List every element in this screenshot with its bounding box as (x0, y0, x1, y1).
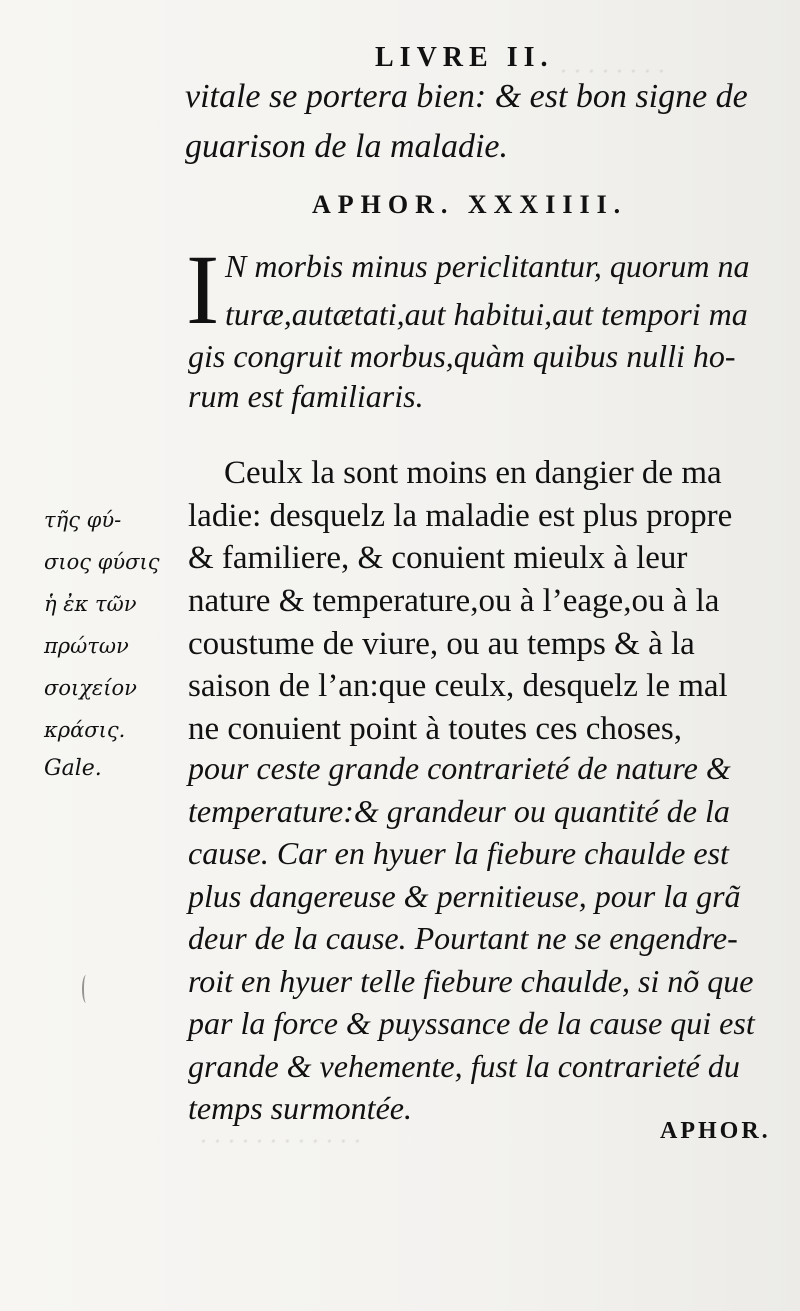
margin-note: τῆς φύ- (44, 508, 122, 532)
show-through: · · · · · · · · · · · · (200, 1130, 361, 1155)
margin-note: σιος φύσις (44, 550, 160, 574)
aphorism-heading: APHOR. XXXIIII. (312, 190, 628, 219)
french-line: nature & temperature,ou à l’eage,ou à la (188, 583, 720, 619)
french-italic-line: pour ceste grande contrarieté de nature & (188, 750, 731, 786)
latin-line: gis congruit morbus,quàm quibus nulli ho- (188, 338, 736, 374)
french-italic-line: deur de la cause. Pourtant ne se engendre- (188, 920, 738, 956)
margin-note: Gale. (44, 756, 102, 781)
continuation-line: guarison de la maladie. (185, 128, 508, 165)
french-italic-line: roit en hyuer telle fiebure chaulde, si nõ que (188, 963, 754, 999)
margin-note: ἡ ἐκ τῶν (44, 592, 137, 616)
french-line: ladie: desquelz la maladie est plus propre (188, 498, 733, 534)
french-italic-line: par la force & puyssance de la cause qui est (188, 1005, 755, 1041)
latin-line: turæ,autætati,aut habitui,aut tempori ma (225, 296, 748, 332)
french-italic-line: cause. Car en hyuer la fiebure chaulde est (188, 835, 729, 871)
french-line: ne conuient point à toutes ces choses, (188, 711, 682, 747)
french-line: Ceulx la sont moins en dangier de ma (224, 455, 722, 491)
drop-cap: I (186, 234, 220, 345)
french-line: & familiere, & conuient mieulx à leur (188, 540, 688, 576)
show-through: · · · · · · · · (560, 60, 665, 85)
continuation-line: vitale se portera bien: & est bon signe de (185, 78, 748, 115)
ink-mark (82, 975, 90, 1003)
catchword: APHOR. (660, 1118, 771, 1144)
french-italic-line: temps surmontée. (188, 1090, 412, 1126)
french-italic-line: plus dangereuse & pernitieuse, pour la grã (188, 878, 741, 914)
margin-note: πρώτων (44, 634, 129, 658)
latin-line: rum est familiaris. (188, 378, 424, 414)
margin-note: κράσις. (44, 718, 126, 742)
french-italic-line: temperature:& grandeur ou quantité de la (188, 793, 730, 829)
french-line: coustume de viure, ou au temps & à la (188, 626, 695, 662)
margin-note: σοιχείον (44, 676, 137, 700)
running-head: LIVRE II. (375, 42, 554, 73)
french-italic-line: grande & vehemente, fust la contrarieté du (188, 1048, 740, 1084)
latin-line: N morbis minus periclitantur, quorum na (225, 248, 750, 284)
french-line: saison de l’an:que ceulx, desquelz le mal (188, 668, 728, 704)
